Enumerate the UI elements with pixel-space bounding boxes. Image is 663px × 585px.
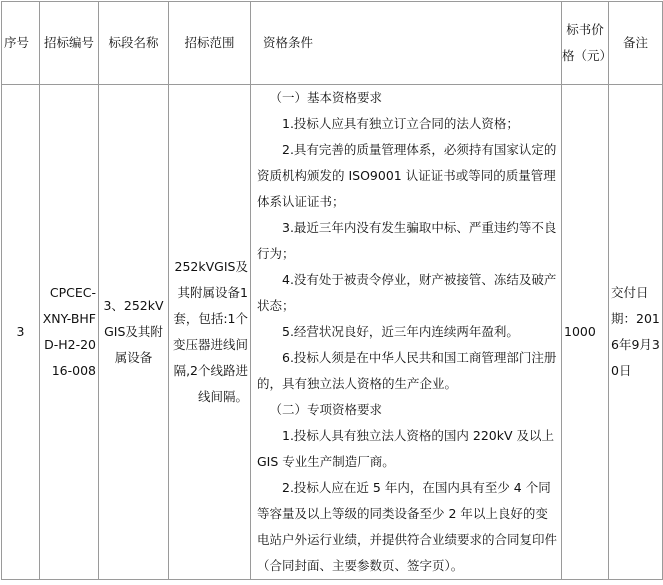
special-requirements-title: （二）专项资格要求	[269, 402, 383, 417]
special-requirement-item: 1.投标人具有独立法人资格的国内 220kV 及以上 GIS 专业生产制造厂商。	[257, 428, 555, 469]
header-price: 标书价格（元）	[562, 2, 609, 85]
cell-bid-no: CPCEC-XNY-BHFD-H2-2016-008	[40, 85, 99, 580]
cell-seq: 3	[2, 85, 40, 580]
header-row	[2, 2, 663, 85]
header-remark: 备注	[609, 2, 663, 85]
cell-price: 1000	[562, 85, 609, 580]
basic-requirements-title: （一）基本资格要求	[269, 90, 383, 105]
basic-requirement-item: 1.投标人应具有独立订立合同的法人资格；	[282, 116, 519, 131]
basic-requirement-item: 3.最近三年内没有发生骗取中标、严重违约等不良行为；	[257, 220, 557, 261]
table-row	[2, 85, 663, 580]
basic-requirement-item: 5.经营状况良好，近三年内连续两年盈利。	[282, 324, 519, 339]
cell-remark: 交付日期：2016年9月30日	[609, 85, 663, 580]
bid-table	[1, 1, 663, 580]
header-qualification: 资格条件	[251, 2, 562, 85]
header-seq: 序号	[2, 2, 40, 85]
header-lot-name: 标段名称	[99, 2, 169, 85]
cell-qualification	[251, 85, 562, 580]
basic-requirement-item: 4.没有处于被责令停业，财产被接管、冻结及破产状态；	[257, 272, 557, 313]
basic-requirement-item: 2.具有完善的质量管理体系，必须持有国家认定的资质机构颁发的 ISO9001 认证证书或等同的质量管理体系认证证书；	[257, 142, 557, 209]
special-requirement-item: 2.投标人应在近 5 年内，在国内具有至少 4 个同等容量及以上等级的同类设备至少 2 年以上良好的变电站户外运行业绩，并提供符合业绩要求的合同复印件（合同封面、主要参数页、签字页）。	[257, 480, 558, 573]
cell-lot-name: 3、252kV GIS及其附属设备	[99, 85, 169, 580]
cell-scope: 252kVGIS及其附属设备1套，包括:1个变压器进线间隔,2个线路进线间隔。	[169, 85, 251, 580]
header-bid-no: 招标编号	[40, 2, 99, 85]
header-scope: 招标范围	[169, 2, 251, 85]
basic-requirement-item: 6.投标人须是在中华人民共和国工商管理部门注册的，具有独立法人资格的生产企业。	[257, 350, 557, 391]
